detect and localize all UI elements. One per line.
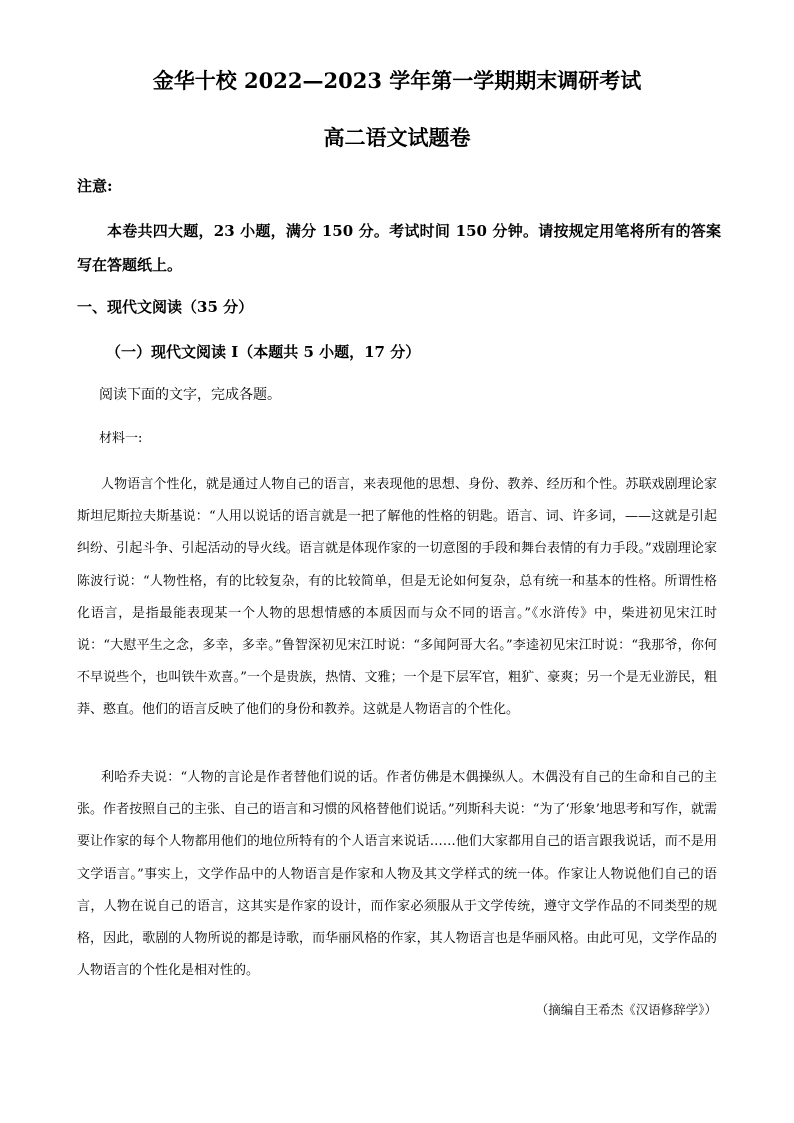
material-paragraph-1: 人物语言个性化，就是通过人物自己的语言，来表现他的思想、身份、教养、经历和个性。苏联戏剧理论家斯坦尼斯拉夫斯基说：“人用以说话的语言就是一把了解他的性格的钥匙。语言、词、许多词，——这就是引起纠纷、引起斗争、引起活动的导火线。语言就是体现作家的一切意图的手段和舞台表情的有力手段。”戏剧理论家陈波行说：“人物性格，有的比较复杂，有的比较简单，但是无论如何复杂，总有统一和基本的性格。所谓性格化语言，是指最能表现某一个人物的思想情感的本质因而与众不同的语言。”《水浒传》中，柴进初见宋江时说：“大慰平生之念，多幸，多幸。”鲁智深初见宋江时说：“多闻阿哥大名。”李逵初见宋江时说：“我那爷，你何不早说些个，也叫铁牛欢喜。”一个是贵族，热情、文雅；一个是下层军官，粗犷、豪爽；另一个是无业游民，粗莽、憨直。他们的语言反映了他们的身份和教养。这就是人物语言的个性化。 [77,477,717,718]
material-label: 材料一: [99,431,143,446]
section-heading: 一、现代文阅读（35 分） [77,298,254,316]
source-citation: （摘编自王希杰《汉语修辞学》） [535,1002,717,1017]
notice-text: 本卷共四大题，23 小题，满分 150 分。考试时间 150 分钟。请按规定用笔将所有的答案写在答题纸上。 [77,222,721,274]
exam-title: 金华十校 2022—2023 学年第一学期期末调研考试 [152,68,642,93]
exam-subtitle: 高二语文试题卷 [323,125,471,150]
notice-label: 注意: [77,177,113,195]
reading-instruction: 阅读下面的文字，完成各题。 [99,387,281,403]
subsection-heading: （一）现代文阅读 I（本题共 5 小题，17 分） [106,343,421,361]
material-paragraph-2: 利哈乔夫说：“人物的言论是作者替他们说的话。作者仿佛是木偶操纵人。木偶没有自己的生命和自己的主张。作者按照自己的主张、自己的语言和习惯的风格替他们说话。”列斯科夫说：“为了‘形象’地思考和写作，就需要让作家的每个人物都用他们的地位所特有的个人语言来说话……他们大家都用自己的语言跟我说话，而不是用文学语言。”事实上，文学作品中的人物语言是作家和人物及其文学样式的统一体。作家让人物说他们自己的语言，人物在说自己的语言，这其实是作家的设计，而作家必须服从于文学传统，遵守文学作品的不同类型的规格，因此，歌剧的人物所说的都是诗歌，而华丽风格的作家，其人物语言也是华丽风格。由此可见，文学作品的人物语言的个性化是相对性的。 [77,770,717,979]
